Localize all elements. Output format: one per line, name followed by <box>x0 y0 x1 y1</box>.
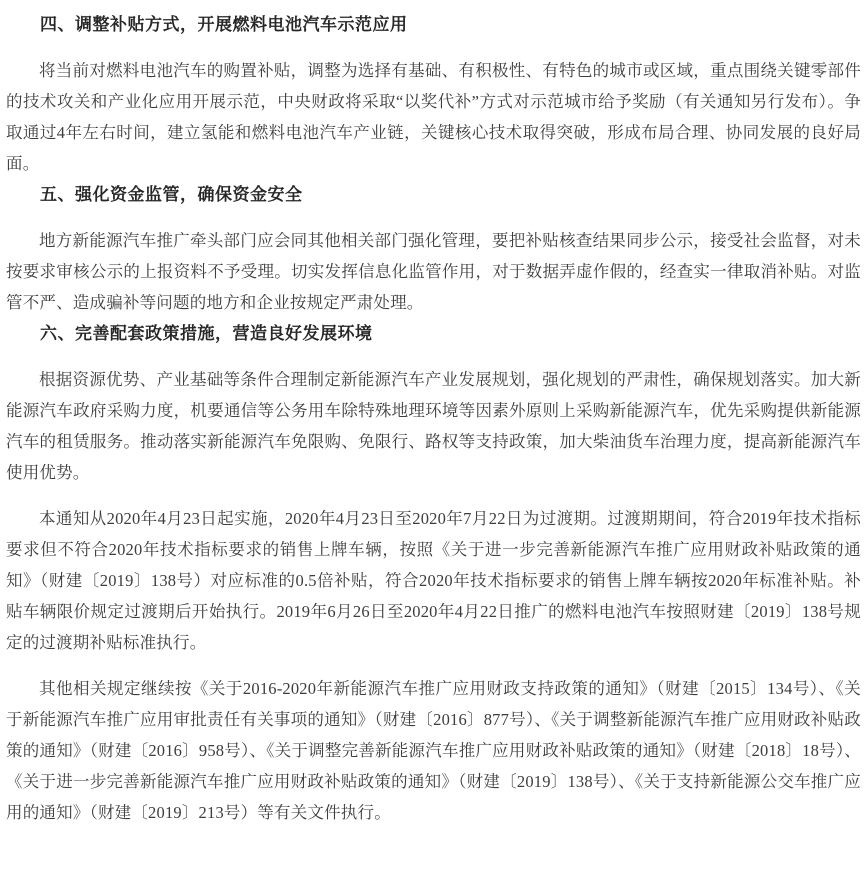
section-5 <box>6 179 861 318</box>
paragraph: 将当前对燃料电池汽车的购置补贴，调整为选择有基础、有积极性、有特色的城市或区域，重点围绕关键零部件的技术攻关和产业化应用开展示范，中央财政将采取“以奖代补”方式对示范城市给予奖励（有关通知另行发布）。争取通过4年左右时间，建立氢能和燃料电池汽车产业链，关键核心技术取得突破，形成布局合理、协同发展的良好局面。 <box>6 61 861 173</box>
section-5-heading: 五、强化资金监管，确保资金安全 <box>40 185 303 204</box>
section-6-heading: 六、完善配套政策措施，营造良好发展环境 <box>40 324 373 343</box>
section-4-heading: 四、调整补贴方式，开展燃料电池汽车示范应用 <box>40 15 408 34</box>
paragraph-related-regulations: 其他相关规定继续按《关于2016-2020年新能源汽车推广应用财政支持政策的通知》（财建〔2015〕134号）、《关于新能源汽车推广应用审批责任有关事项的通知》（财建〔2016〕877号）、《关于调整新能源汽车推广应用财政补贴政策的通知》（财建〔2016〕958号）、《关于调整完善新能源汽车推广应用财政补贴政策的通知》（财建〔2018〕18号）、《关于进一步完善新能源汽车推广应用财政补贴政策的通知》（财建〔2019〕138号）、《关于支持新能源公交车推广应用的通知》（财建〔2019〕213号）等有关文件执行。 <box>6 679 861 822</box>
section-4 <box>6 9 861 179</box>
paragraph: 地方新能源汽车推广牵头部门应会同其他相关部门强化管理，要把补贴核查结果同步公示，接受社会监督，对未按要求审核公示的上报资料不予受理。切实发挥信息化监管作用，对于数据弄虚作假的，经查实一律取消补贴。对监管不严、造成骗补等问题的地方和企业按规定严肃处理。 <box>6 231 861 312</box>
section-6 <box>6 318 861 828</box>
paragraph: 根据资源优势、产业基础等条件合理制定新能源汽车产业发展规划，强化规划的严肃性，确保规划落实。加大新能源汽车政府采购力度，机要通信等公务用车除特殊地理环境等因素外原则上采购新能源汽车，优先采购提供新能源汽车的租赁服务。推动落实新能源汽车免限购、免限行、路权等支持政策，加大柴油货车治理力度，提高新能源汽车使用优势。 <box>6 370 861 482</box>
paragraph-implementation-dates: 本通知从2020年4月23日起实施，2020年4月23日至2020年7月22日为过渡期。过渡期期间，符合2019年技术指标要求但不符合2020年技术指标要求的销售上牌车辆，按照《关于进一步完善新能源汽车推广应用财政补贴政策的通知》（财建〔2019〕138号）对应标准的0.5倍补贴，符合2020年技术指标要求的销售上牌车辆按2020年标准补贴。补贴车辆限价规定过渡期后开始执行。2019年6月26日至2020年4月22日推广的燃料电池汽车按照财建〔2019〕138号规定的过渡期补贴标准执行。 <box>6 509 861 652</box>
